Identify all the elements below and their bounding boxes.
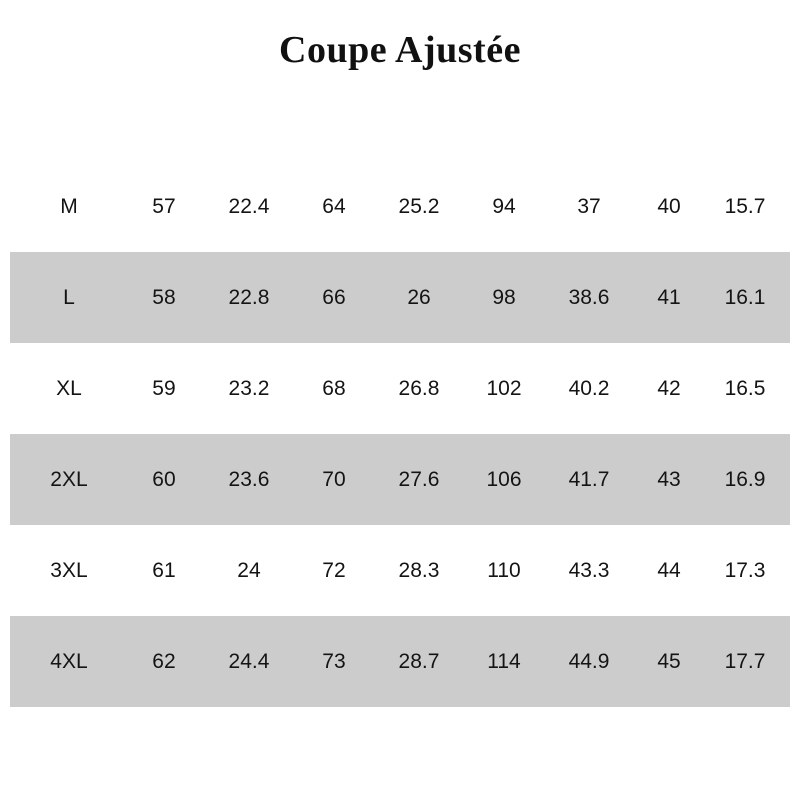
header-unit-length-inches: pouces [389,141,449,161]
cell-length-cm: 72 [298,525,370,616]
cell-shoulder-cm: 43 [638,434,700,525]
cell-shoulder-cm: 44 [638,525,700,616]
table-row [10,161,790,252]
header-group-chest: Tour de poitrine [481,109,625,131]
cell-shoulder-inches: 16.1 [700,252,790,343]
header-unit-sleeve-cm: cm [151,141,177,161]
header-group-length: Longueur [339,109,427,131]
cell-shoulder-inches: 17.7 [700,616,790,707]
cell-chest-cm: 114 [468,616,540,707]
cell-size: 2XL [10,434,128,525]
cell-sleeve-cm: 59 [128,343,200,434]
cell-shoulder-inches: 17.3 [700,525,790,616]
cell-chest-inches: 38.6 [540,252,638,343]
cell-size: 3XL [10,525,128,616]
cell-length-inches: 28.7 [370,616,468,707]
table-row [10,343,790,434]
header-unit-shoulder-inches: pouces [715,141,775,161]
cell-chest-cm: 98 [468,252,540,343]
header-unit-chest-inches: pouces [559,141,619,161]
size-chart-table [10,100,790,707]
header-group-sleeve-length: Longueur des manches [150,99,276,141]
cell-chest-cm: 94 [468,161,540,252]
cell-length-inches: 27.6 [370,434,468,525]
cell-length-cm: 68 [298,343,370,434]
page-title: Coupe Ajustée [279,29,521,71]
header-unit-chest-cm: cm [491,141,517,161]
cell-sleeve-cm: 61 [128,525,200,616]
cell-shoulder-inches: 16.9 [700,434,790,525]
cell-shoulder-cm: 41 [638,252,700,343]
header-unit-shoulder-cm: cm [656,141,682,161]
cell-chest-inches: 40.2 [540,343,638,434]
cell-length-inches: 26 [370,252,468,343]
cell-shoulder-cm: 40 [638,161,700,252]
cell-length-cm: 64 [298,161,370,252]
cell-chest-cm: 106 [468,434,540,525]
header-taille: Taille [40,117,98,144]
cell-chest-cm: 102 [468,343,540,434]
cell-shoulder-cm: 45 [638,616,700,707]
cell-length-inches: 28.3 [370,525,468,616]
cell-size: 4XL [10,616,128,707]
cell-length-inches: 25.2 [370,161,468,252]
table-body [10,161,790,707]
table-row [10,434,790,525]
cell-chest-inches: 41.7 [540,434,638,525]
header-unit-length-cm: cm [321,141,347,161]
cell-chest-cm: 110 [468,525,540,616]
cell-length-cm: 66 [298,252,370,343]
header-group-row [10,100,790,141]
cell-shoulder-inches: 16.5 [700,343,790,434]
cell-size: M [10,161,128,252]
table-row [10,252,790,343]
cell-chest-inches: 43.3 [540,525,638,616]
cell-sleeve-cm: 60 [128,434,200,525]
cell-sleeve-inches: 23.2 [200,343,298,434]
cell-length-inches: 26.8 [370,343,468,434]
cell-size: L [10,252,128,343]
cell-shoulder-cm: 42 [638,343,700,434]
cell-sleeve-cm: 62 [128,616,200,707]
cell-sleeve-cm: 57 [128,161,200,252]
cell-sleeve-inches: 22.8 [200,252,298,343]
table-row [10,525,790,616]
cell-chest-inches: 44.9 [540,616,638,707]
cell-sleeve-inches: 23.6 [200,434,298,525]
cell-sleeve-inches: 22.4 [200,161,298,252]
table-header [10,100,790,161]
cell-sleeve-inches: 24.4 [200,616,298,707]
cell-sleeve-inches: 24 [200,525,298,616]
cell-length-cm: 70 [298,434,370,525]
cell-sleeve-cm: 58 [128,252,200,343]
cell-chest-inches: 37 [540,161,638,252]
table-row [10,616,790,707]
cell-length-cm: 73 [298,616,370,707]
cell-shoulder-inches: 15.7 [700,161,790,252]
header-group-shoulder: Largeur d'épaules [670,99,758,141]
header-unit-sleeve-inches: pouces [219,141,279,161]
cell-size: XL [10,343,128,434]
